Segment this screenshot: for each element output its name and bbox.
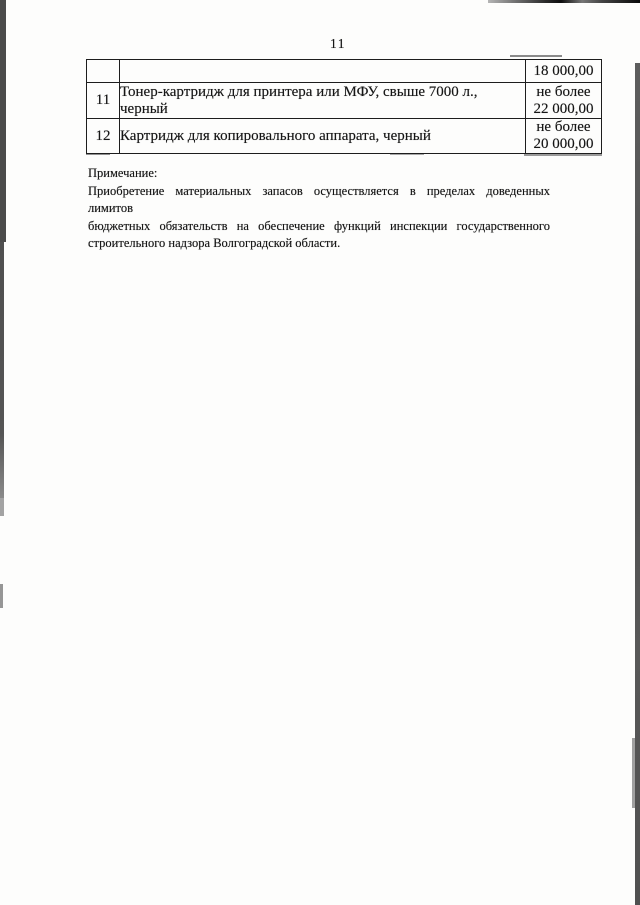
left-scan-bar-top [0,0,6,242]
table-row [87,119,602,154]
price-line: не более [536,119,591,135]
price-line: 18 000,00 [533,62,594,79]
right-scan-bar [635,63,640,905]
price-cell [526,83,602,119]
price-line: 20 000,00 [533,136,594,152]
row-number-cell [87,60,120,83]
note-paragraph-line: строительного надзора Волгоградской области. [88,236,341,251]
note-paragraph-line: бюджетных обязательств на обеспечение функций инспекции государственного [88,218,550,233]
note-block [88,165,550,253]
top-scan-strip [488,0,640,3]
note-paragraph-line: Приобретение материальных запасов осуществляется в пределах доведенных лимитов [88,183,550,216]
item-name-cell [120,83,526,119]
cartridge-price-table [86,59,602,154]
scan-noise-dash [524,154,602,156]
price-line: не более [536,83,591,100]
item-name-cell [120,60,526,83]
item-name-line: Картридж для копировального аппарата, черный [120,127,431,144]
left-scan-bar-middle [0,242,4,498]
item-name-cell [120,119,526,154]
price-cell [526,60,602,83]
price-line: 22 000,00 [533,100,594,117]
row-number-cell: 11 [87,83,120,119]
left-scan-bar-tail [0,498,4,516]
table-row-continuation [87,60,602,83]
left-scan-bar-fragment [0,584,3,608]
row-number-cell: 12 [87,119,120,154]
table-row [87,83,602,119]
scan-noise-dash [510,55,562,57]
price-cell [526,119,602,154]
item-name-line: черный [120,100,168,117]
page-number: 11 [330,36,346,51]
item-name-line: Тонер-картридж для принтера или МФУ, свыше 7000 л., [120,83,478,100]
note-label: Примечание: [88,166,158,180]
right-scan-bar-patch [632,738,635,808]
